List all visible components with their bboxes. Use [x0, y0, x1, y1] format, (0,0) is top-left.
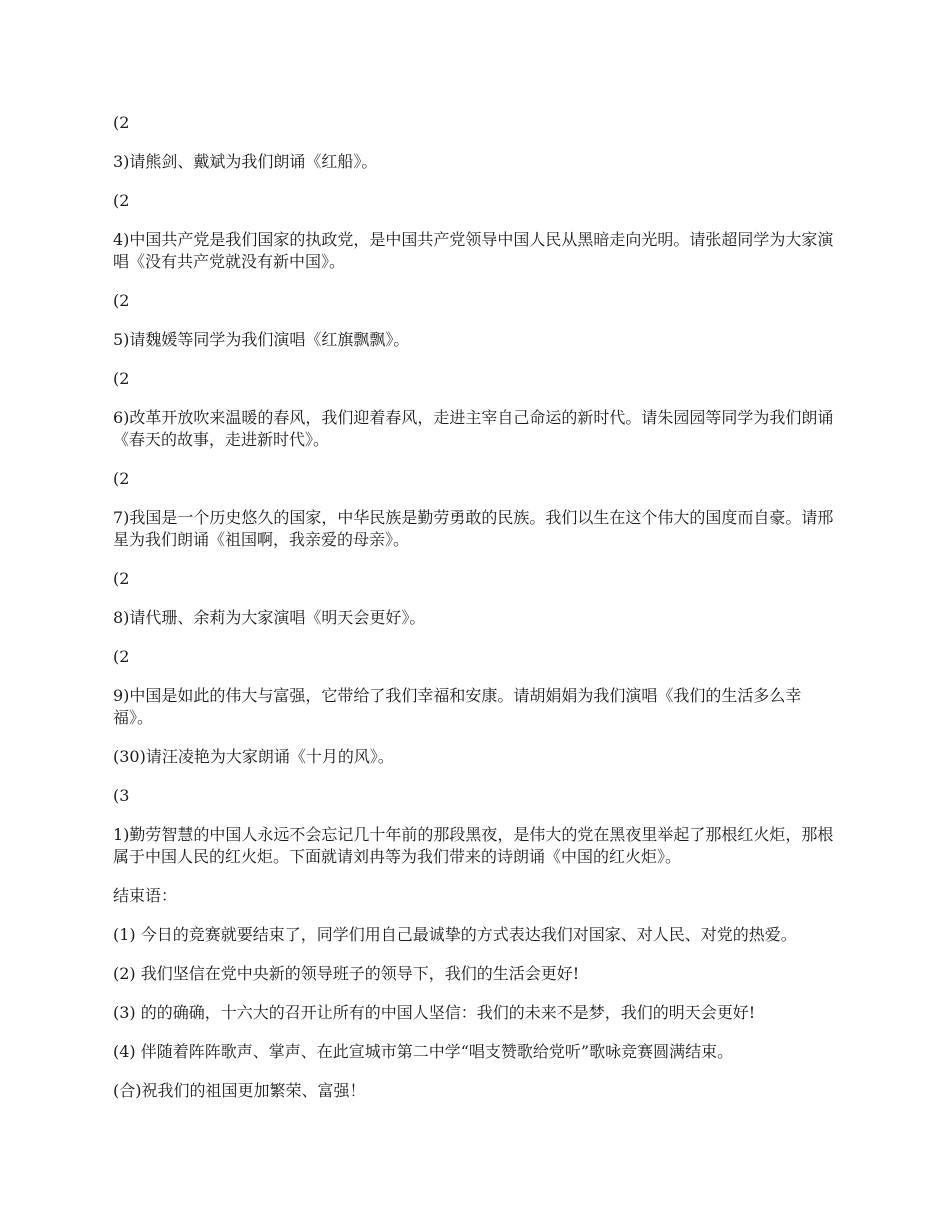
- paragraph: (2: [113, 369, 130, 388]
- paragraph: 9)中国是如此的伟大与富强，它带给了我们幸福和安康。请胡娟娟为我们演唱《我们的生活多么幸福》。: [113, 686, 802, 727]
- paragraph: (4) 伴随着阵阵歌声、掌声、在此宣城市第二中学“唱支赞歌给党听”歌咏竞赛圆满结束。: [113, 1042, 734, 1061]
- paragraph: (3) 的的确确，十六大的召开让所有的中国人坚信：我们的未来不是梦，我们的明天会更好!: [113, 1003, 756, 1022]
- section-heading: 结束语：: [113, 886, 178, 905]
- paragraph: 8)请代珊、余莉为大家演唱《明天会更好》。: [113, 608, 426, 627]
- paragraph: 6)改革开放吹来温暖的春风，我们迎着春风，走进主宰自己命运的新时代。请朱园园等同学为我们朗诵《春天的故事，走进新时代》。: [113, 408, 834, 449]
- document-body: [113, 112, 838, 1119]
- paragraph: (30)请汪凌艳为大家朗诵《十月的风》。: [113, 747, 394, 766]
- paragraph: (2: [113, 647, 130, 666]
- paragraph: 7)我国是一个历史悠久的国家，中华民族是勤劳勇敢的民族。我们以生在这个伟大的国度而自豪。请邢星为我们朗诵《祖国啊，我亲爱的母亲》。: [113, 508, 834, 549]
- paragraph: 5)请魏媛等同学为我们演唱《红旗飘飘》。: [113, 330, 410, 349]
- paragraph: (2) 我们坚信在党中央新的领导班子的领导下，我们的生活会更好!: [113, 964, 580, 983]
- paragraph: 1)勤劳智慧的中国人永远不会忘记几十年前的那段黑夜，是伟大的党在黑夜里举起了那根红火炬，那根属于中国人民的红火炬。下面就请刘冉等为我们带来的诗朗诵《中国的红火炬》。: [113, 825, 834, 866]
- paragraph: (2: [113, 191, 130, 210]
- paragraph: (合)祝我们的祖国更加繁荣、富强！: [113, 1081, 366, 1100]
- paragraph: (2: [113, 291, 130, 310]
- paragraph: (1) 今日的竞赛就要结束了，同学们用自己最诚挚的方式表达我们对国家、对人民、对党的热爱。: [113, 925, 797, 944]
- paragraph: (3: [113, 786, 130, 805]
- paragraph: (2: [113, 113, 130, 132]
- paragraph: (2: [113, 469, 130, 488]
- paragraph: 4)中国共产党是我们国家的执政党，是中国共产党领导中国人民从黑暗走向光明。请张超同学为大家演唱《没有共产党就没有新中国》。: [113, 230, 834, 271]
- paragraph: (2: [113, 569, 130, 588]
- paragraph: 3)请熊剑、戴斌为我们朗诵《红船》。: [113, 152, 378, 171]
